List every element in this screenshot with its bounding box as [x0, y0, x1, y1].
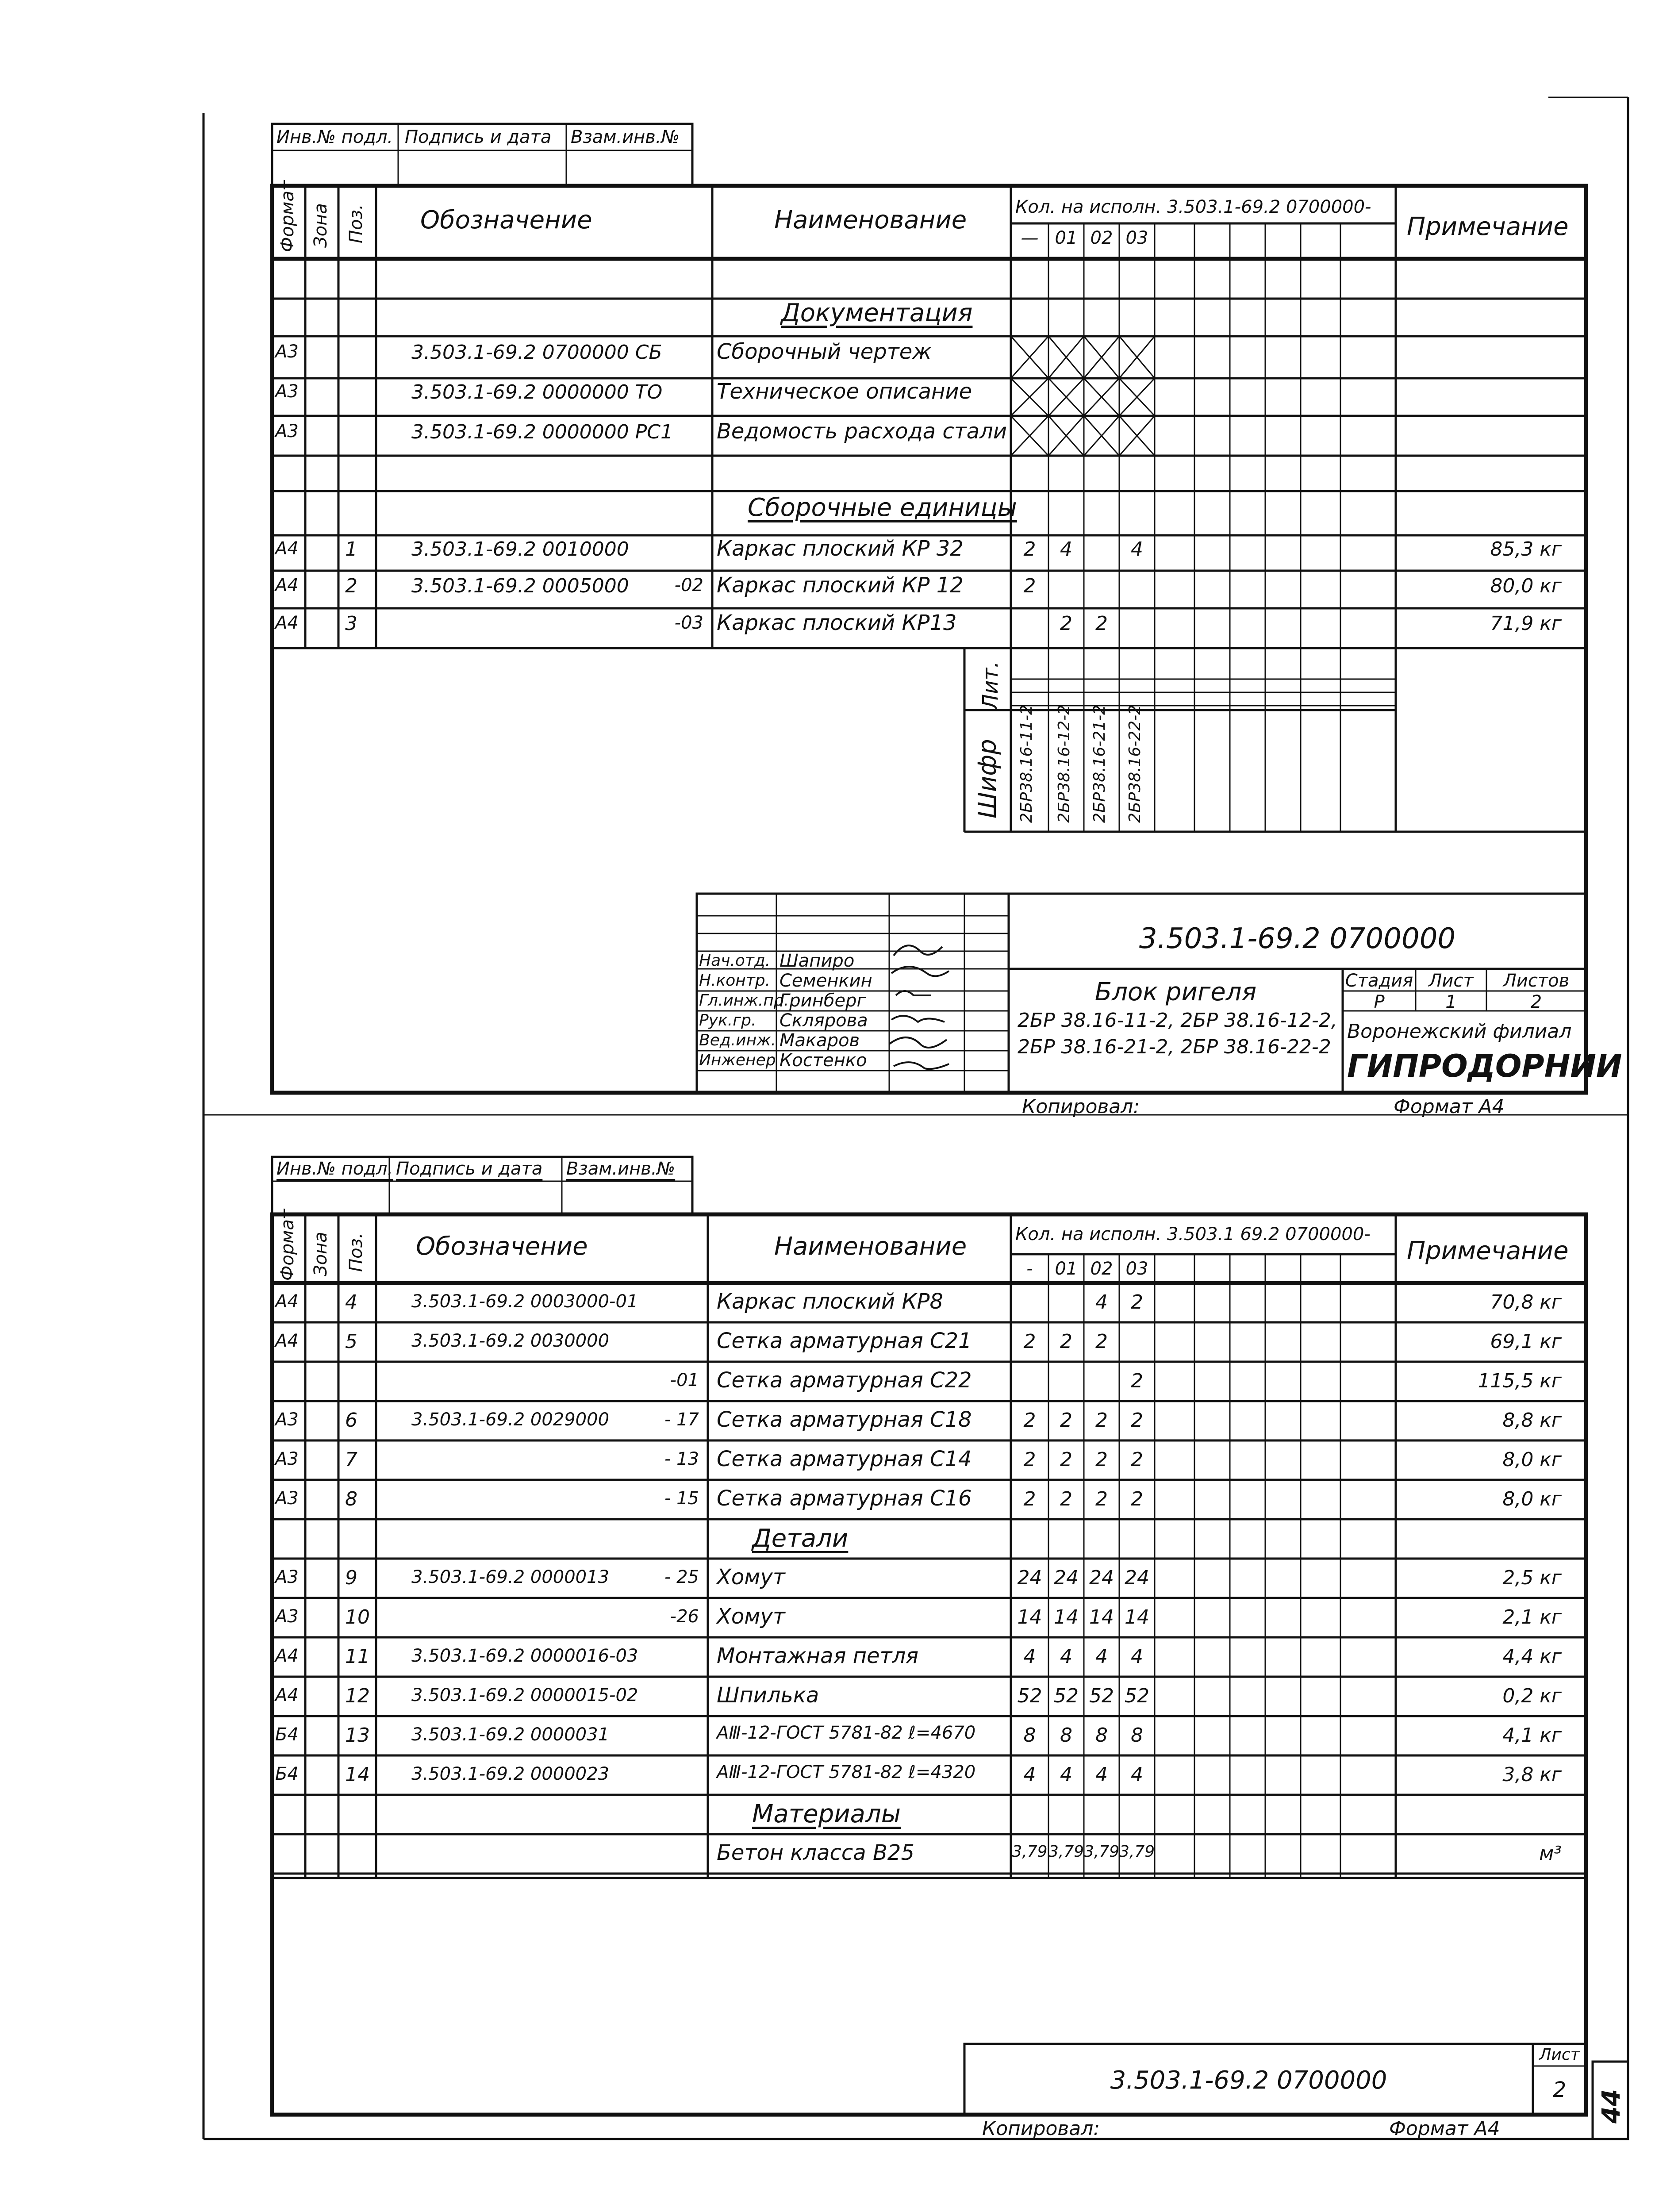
row2-qty-2: 2	[1095, 1448, 1108, 1471]
row2-qty-0: 4	[1023, 1645, 1036, 1668]
row2-name: АⅢ-12-ГОСТ 5781-82 ℓ=4670	[717, 1723, 976, 1743]
row-pos: 3	[345, 612, 357, 635]
row2-pos: 8	[345, 1488, 357, 1510]
row2-format: А3	[275, 1488, 299, 1509]
row2-suffix: - 25	[664, 1567, 699, 1587]
signer-name: Костенко	[780, 1050, 867, 1071]
row2-pos: 10	[345, 1606, 370, 1628]
stamp2-sign-label: Подпись и дата	[396, 1159, 543, 1179]
row2-qty-1: 4	[1060, 1763, 1072, 1786]
row2-qty-0: 2	[1023, 1448, 1036, 1471]
row2-qty-1: 2	[1060, 1409, 1072, 1432]
row2-qty-1: 52	[1054, 1685, 1079, 1707]
org-name-2: ГИПРОДОРНИИ	[1347, 1048, 1622, 1084]
org-name-1: Воронежский филиал	[1347, 1020, 1572, 1043]
row2-qty-2: 8	[1095, 1724, 1108, 1747]
row-qty-0: 2	[1023, 575, 1036, 597]
row2-qty-0: 2	[1023, 1409, 1036, 1432]
row2-qty-1: 8	[1060, 1724, 1072, 1747]
header-pos: Поз.	[346, 204, 366, 243]
lit-label: Лит.	[978, 661, 1003, 710]
header-format: Формат	[277, 180, 298, 252]
row2-format: Б4	[275, 1724, 299, 1745]
row2-note: 8,0 кг	[1502, 1448, 1562, 1471]
sheets-value: 2	[1530, 992, 1542, 1012]
row2-qty-3: 52	[1125, 1685, 1149, 1707]
row2-format: А4	[275, 1291, 299, 1312]
header-designation: Обозначение	[420, 206, 592, 234]
row2-qty-2: 4	[1095, 1763, 1108, 1786]
row2-format: А3	[275, 1409, 299, 1430]
row2-name: Хомут	[717, 1604, 785, 1629]
doc-row-format: А3	[275, 421, 299, 442]
sheets-label: Листов	[1503, 971, 1570, 991]
sheet1-subtitle-1: 2БР 38.16-11-2, 2БР 38.16-12-2,	[1018, 1009, 1337, 1032]
stamp-inv-label: Инв.№ подл.	[276, 127, 393, 147]
row2-qty-0: 8	[1023, 1724, 1036, 1747]
row-suffix: -03	[674, 613, 703, 633]
header2-name: Наименование	[774, 1232, 967, 1261]
row-note: 80,0 кг	[1490, 575, 1562, 597]
variant-col-3: 03	[1125, 228, 1148, 248]
stage-value: Р	[1374, 992, 1385, 1012]
row-name: Каркас плоский КР 32	[717, 536, 964, 561]
row2-note: м³	[1539, 1842, 1562, 1865]
row2-qty-3: 8	[1131, 1724, 1143, 1747]
row2-suffix: - 15	[664, 1488, 699, 1509]
row2-name: Сетка арматурная С21	[717, 1329, 972, 1353]
row2-note: 8,0 кг	[1502, 1488, 1562, 1510]
row2-format: А4	[275, 1685, 299, 1705]
header-name: Наименование	[774, 206, 967, 234]
row2-qty-2: 2	[1095, 1409, 1108, 1432]
sheet1-subtitle-2: 2БР 38.16-21-2, 2БР 38.16-22-2	[1018, 1036, 1331, 1058]
variant2-col-1: 01	[1055, 1259, 1078, 1279]
row2-pos: 4	[345, 1291, 357, 1313]
variant2-col-0: -	[1026, 1259, 1033, 1279]
row2-qty-1: 2	[1060, 1330, 1072, 1353]
signer-role: Вед.инж.	[699, 1031, 776, 1049]
row2-note: 69,1 кг	[1490, 1330, 1562, 1353]
row2-qty-3: 2	[1131, 1291, 1143, 1313]
row2-qty-0: 24	[1017, 1567, 1042, 1589]
row2-qty-2: 52	[1089, 1685, 1114, 1707]
doc-row-format: А3	[275, 381, 299, 402]
row2-name: Хомут	[717, 1565, 785, 1590]
signatures-handwritten	[885, 933, 964, 1093]
row2-qty-3: 3,79	[1119, 1843, 1155, 1861]
row-name: Каркас плоский КР 12	[717, 573, 964, 598]
row2-pos: 13	[345, 1724, 370, 1747]
row2-name: АⅢ-12-ГОСТ 5781-82 ℓ=4320	[717, 1762, 976, 1782]
stamp-vzam-label: Взам.инв.№	[571, 127, 680, 147]
row-qty-3: 4	[1131, 538, 1143, 561]
row2-qty-0: 3,79	[1012, 1843, 1048, 1861]
header2-note: Примечание	[1407, 1237, 1569, 1265]
row2-designation: 3.503.1-69.2 0000023	[411, 1764, 610, 1784]
stage-label: Стадия	[1345, 971, 1413, 991]
sheet1-doc-code: 3.503.1-69.2 0700000	[1139, 922, 1456, 955]
row2-qty-2: 14	[1089, 1606, 1114, 1628]
signer-role: Рук.гр.	[699, 1011, 756, 1029]
sheet2-format-label: Формат А4	[1389, 2117, 1500, 2140]
row2-suffix: -26	[670, 1606, 699, 1627]
side-page-number: 44	[1597, 2089, 1626, 2124]
row2-qty-2: 2	[1095, 1330, 1108, 1353]
stamp2-inv-label: Инв.№ подл.	[276, 1159, 393, 1179]
row2-pos: 12	[345, 1685, 370, 1707]
row2-pos: 14	[345, 1763, 370, 1786]
doc-row-designation: 3.503.1-69.2 0000000 ТО	[411, 381, 663, 403]
cipher-code-0: 2БР38.16-11-2	[1018, 704, 1036, 823]
row-designation: 3.503.1-69.2 0005000	[411, 575, 629, 597]
row-qty-1: 2	[1060, 612, 1072, 635]
row2-qty-0: 14	[1017, 1606, 1042, 1628]
row2-qty-1: 4	[1060, 1645, 1072, 1668]
signer-role: Нач.отд.	[699, 952, 771, 970]
row2-qty-3: 4	[1131, 1763, 1143, 1786]
row2-pos: 9	[345, 1567, 357, 1589]
cipher-label: Шифр	[973, 739, 1002, 818]
variant-col-1: 01	[1055, 228, 1078, 248]
row2-qty-1: 14	[1054, 1606, 1079, 1628]
sheet1-title: Блок ригеля	[1094, 978, 1257, 1006]
row2-pos: 5	[345, 1330, 357, 1353]
row2-name: Каркас плоский КР8	[717, 1289, 944, 1314]
row2-format: А3	[275, 1567, 299, 1587]
row2-qty-3: 24	[1125, 1567, 1149, 1589]
row2-qty-1: 24	[1054, 1567, 1079, 1589]
row2-pos: 7	[345, 1448, 357, 1471]
signer-name: Макаров	[780, 1030, 860, 1051]
row2-note: 2,1 кг	[1502, 1606, 1562, 1628]
row2-qty-2: 3,79	[1084, 1843, 1120, 1861]
signer-name: Шапиро	[780, 951, 855, 971]
sheet1-format-label: Формат А4	[1394, 1095, 1505, 1118]
row2-format: Б4	[275, 1764, 299, 1784]
cipher-code-3: 2БР38.16-22-2	[1126, 704, 1144, 823]
signer-name: Семенкин	[780, 971, 872, 991]
row2-note: 115,5 кг	[1478, 1370, 1562, 1392]
row2-format: А3	[275, 1449, 299, 1469]
row2-qty-2: 4	[1095, 1291, 1108, 1313]
row2-qty-3: 2	[1131, 1370, 1143, 1392]
row2-qty-0: 52	[1017, 1685, 1042, 1707]
header-qty: Кол. на исполн. 3.503.1-69.2 0700000-	[1015, 197, 1371, 217]
row2-name: Шпилька	[717, 1683, 819, 1708]
header2-zone: Зона	[311, 1232, 331, 1276]
variant2-col-2: 02	[1090, 1259, 1113, 1279]
row2-designation: 3.503.1-69.2 0029000	[411, 1409, 610, 1430]
signer-role: Инженер	[699, 1051, 776, 1069]
row-pos: 2	[345, 575, 357, 597]
section-docs: Документация	[781, 299, 973, 327]
row2-qty-1: 2	[1060, 1488, 1072, 1510]
section-title: Материалы	[752, 1800, 901, 1828]
row-qty-0: 2	[1023, 538, 1036, 561]
variant2-col-3: 03	[1125, 1259, 1148, 1279]
cipher-code-1: 2БР38.16-12-2	[1055, 704, 1073, 823]
header2-format: Формат	[277, 1209, 298, 1281]
row2-designation: 3.503.1-69.2 0000015-02	[411, 1685, 638, 1705]
row2-designation: 3.503.1-69.2 0000016-03	[411, 1646, 638, 1666]
variant-col-2: 02	[1090, 228, 1113, 248]
section-assemblies: Сборочные единицы	[748, 493, 1017, 522]
row2-pos: 11	[345, 1645, 370, 1668]
row2-note: 4,4 кг	[1502, 1645, 1562, 1668]
sheet1-copied-label: Копировал:	[1022, 1095, 1140, 1118]
row-pos: 1	[345, 538, 357, 561]
row2-designation: 3.503.1-69.2 0000013	[411, 1567, 610, 1587]
row-qty-2: 2	[1095, 612, 1108, 635]
row2-note: 0,2 кг	[1502, 1685, 1562, 1707]
row2-pos: 6	[345, 1409, 357, 1432]
doc-row-name: Сборочный чертеж	[717, 339, 932, 364]
sheet-value: 1	[1445, 992, 1457, 1012]
row-name: Каркас плоский КР13	[717, 611, 957, 635]
row-format: А4	[275, 575, 299, 595]
doc-row-name: Техническое описание	[717, 379, 972, 404]
row2-designation: 3.503.1-69.2 0003000-01	[411, 1291, 638, 1312]
header-note: Примечание	[1407, 212, 1569, 241]
signer-role: Гл.инж.пр.	[699, 991, 789, 1010]
header2-qty: Кол. на исполн. 3.503.1 69.2 0700000-	[1015, 1224, 1371, 1244]
row2-qty-1: 3,79	[1048, 1843, 1084, 1861]
row-note: 71,9 кг	[1490, 612, 1562, 635]
row2-note: 70,8 кг	[1490, 1291, 1562, 1313]
row2-note: 3,8 кг	[1502, 1763, 1562, 1786]
row2-suffix: -01	[670, 1370, 699, 1390]
sheet2-sheet-value: 2	[1552, 2078, 1567, 2102]
cipher-code-2: 2БР38.16-21-2	[1091, 704, 1109, 823]
header-zone: Зона	[311, 203, 331, 248]
row2-note: 4,1 кг	[1502, 1724, 1562, 1747]
row2-qty-2: 2	[1095, 1488, 1108, 1510]
row2-designation: 3.503.1-69.2 0030000	[411, 1331, 610, 1351]
section-title: Детали	[752, 1524, 849, 1553]
sheet2-copied-label: Копировал:	[982, 2117, 1100, 2140]
row2-name: Сетка арматурная С14	[717, 1447, 972, 1471]
stamp2-vzam-label: Взам.инв.№	[566, 1159, 676, 1179]
sheet-label: Лист	[1428, 971, 1474, 991]
header2-designation: Обозначение	[416, 1232, 588, 1261]
row2-qty-3: 2	[1131, 1409, 1143, 1432]
row2-qty-0: 4	[1023, 1763, 1036, 1786]
row2-qty-3: 2	[1131, 1488, 1143, 1510]
doc-row-designation: 3.503.1-69.2 0000000 РС1	[411, 421, 673, 443]
row2-name: Сетка арматурная С16	[717, 1486, 972, 1511]
sheet2-sheet-label: Лист	[1539, 2046, 1580, 2064]
row-format: А4	[275, 538, 299, 559]
row2-name: Сетка арматурная С22	[717, 1368, 972, 1393]
signer-role: Н.контр.	[699, 972, 771, 990]
signer-name: Склярова	[780, 1010, 868, 1031]
row2-note: 2,5 кг	[1502, 1567, 1562, 1589]
doc-row-designation: 3.503.1-69.2 0700000 СБ	[411, 341, 662, 364]
row2-qty-2: 4	[1095, 1645, 1108, 1668]
row2-designation: 3.503.1-69.2 0000031	[411, 1724, 610, 1745]
row2-suffix: - 17	[664, 1409, 699, 1430]
row-qty-1: 4	[1060, 538, 1072, 561]
row2-suffix: - 13	[664, 1449, 699, 1469]
row2-qty-3: 2	[1131, 1448, 1143, 1471]
row2-name: Бетон класса В25	[717, 1840, 914, 1865]
row2-format: А4	[275, 1331, 299, 1351]
header2-pos: Поз.	[346, 1233, 366, 1272]
stamp-sign-label: Подпись и дата	[405, 127, 552, 147]
row2-qty-3: 14	[1125, 1606, 1149, 1628]
row2-qty-3: 4	[1131, 1645, 1143, 1668]
sheet2-doc-code: 3.503.1-69.2 0700000	[1110, 2066, 1387, 2095]
row2-format: А4	[275, 1646, 299, 1666]
row-suffix: -02	[674, 575, 703, 595]
row-designation: 3.503.1-69.2 0010000	[411, 538, 629, 561]
row2-qty-0: 2	[1023, 1488, 1036, 1510]
row2-note: 8,8 кг	[1502, 1409, 1562, 1432]
row2-qty-0: 2	[1023, 1330, 1036, 1353]
doc-row-name: Ведомость расхода стали	[717, 419, 1007, 444]
row2-name: Монтажная петля	[717, 1644, 919, 1668]
signer-name: Гринберг	[780, 991, 866, 1011]
row2-qty-1: 2	[1060, 1448, 1072, 1471]
row-note: 85,3 кг	[1490, 538, 1562, 561]
variant-col-0: —	[1021, 228, 1039, 248]
row2-name: Сетка арматурная С18	[717, 1407, 972, 1432]
row-format: А4	[275, 613, 299, 633]
row2-qty-2: 24	[1089, 1567, 1114, 1589]
row2-format: А3	[275, 1606, 299, 1627]
doc-row-format: А3	[275, 342, 299, 362]
